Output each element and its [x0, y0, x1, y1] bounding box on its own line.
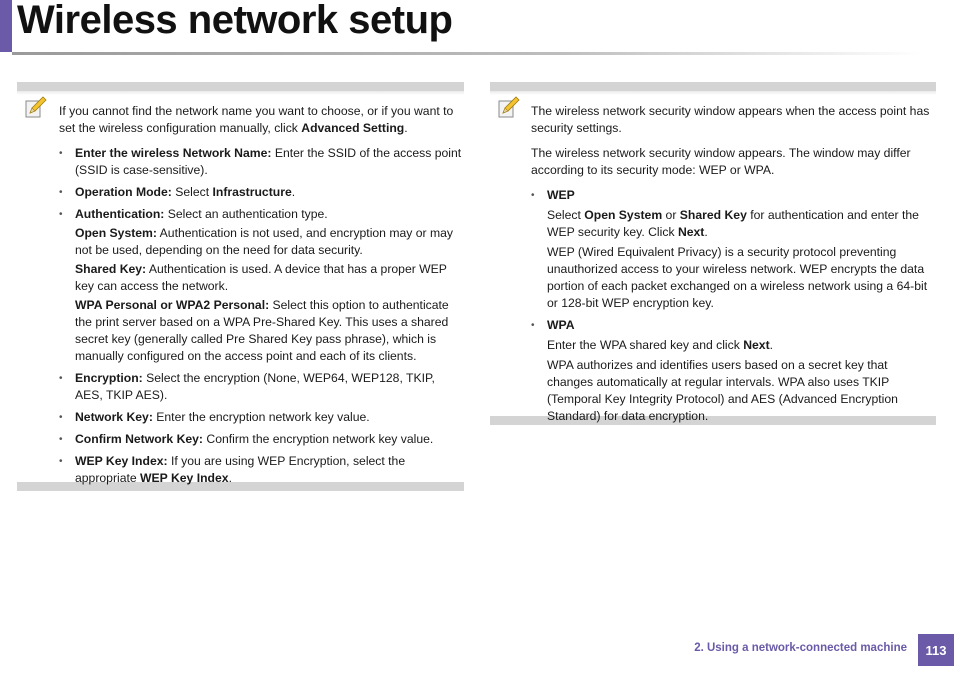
advanced-setting-label: Advanced Setting [301, 121, 405, 135]
note-intro: If you cannot find the network name you want to choose, or if you want to set the wireless configuration manually, click Advanced Setting. [59, 104, 454, 135]
note-content [531, 103, 934, 430]
security-paragraph-1: The wireless network security window appears when the access point has security settings. [531, 104, 930, 135]
list-item-encryption: • Encryption: Select the encryption (None, WEP64, WEP128, TKIP, AES, TKIP AES). [59, 370, 463, 404]
wpa-instruction: Enter the WPA shared key and click Next. [547, 338, 774, 352]
list-item-wpa: • WPA Enter the WPA shared key and click Next. WPA authorizes and identifies users based on a secret key that changes automatically at regular intervals. WPA also uses TKIP (Temporal Key Integrity Protocol) and AES (Advanced Encryption Standard) for data encryption. [531, 317, 934, 425]
list-item-network-key: • Network Key: Enter the encryption network key value. [59, 409, 463, 426]
note-box-advanced-setting [17, 82, 464, 491]
title-underline [12, 52, 922, 55]
sub-shared-key: Shared Key: Authentication is used. A device that has a proper WEP key can access the network. [75, 262, 447, 293]
list-item-confirm-network-key: • Confirm Network Key: Confirm the encryption network key value. [59, 431, 463, 448]
page-number: 113 [918, 634, 954, 666]
list-item-wep-key-index: • WEP Key Index: If you are using WEP Encryption, select the appropriate WEP Key Index. [59, 453, 463, 487]
note-pencil-icon [24, 95, 48, 121]
sub-wpa-personal: WPA Personal or WPA2 Personal: Select this option to authenticate the print server based on a WPA Pre-Shared Key. This uses a shared secret key (generally called Pre Shared Key pass phrase), which is manually configured on the access point and each of its clients. [75, 298, 449, 363]
security-paragraph-2: The wireless network security window appears. The window may differ according to its security mode: WEP or WPA. [531, 146, 911, 177]
wpa-description: WPA authorizes and identifies users based on a secret key that changes automatically at regular intervals. WPA also uses TKIP (Temporal Key Integrity Protocol) and AES (Advanced Encryption Standard) for data encryption. [547, 358, 898, 423]
wep-description: WEP (Wired Equivalent Privacy) is a security protocol preventing unauthorized access to your wireless network. WEP encrypts the data portion of each packet exchanged on a wireless network using a 64-bit or 128-bit WEP encryption key. [547, 245, 928, 310]
list-item-network-name: • Enter the wireless Network Name: Enter the SSID of the access point (SSID is case-sensitive). [59, 145, 463, 179]
list-item-authentication: • Authentication: Select an authentication type. Open System: Authentication is not used, and encryption may or may not be used, depending on the need for data security. Shared Key: Authentication is used. A device that has a proper WEP key can access the network. WPA Personal or WPA2 Personal: Select this option to authenticate the print server based on a WPA Pre-Shared Key. This uses a shared secret key (generally called Pre Shared Key pass phrase), which is manually configured on the access point and each of its clients. [59, 206, 463, 365]
note-box-shade [490, 91, 936, 95]
note-content [59, 103, 463, 492]
list-item-wep: • WEP Select Open System or Shared Key for authentication and enter the WEP security key. Click Next. WEP (Wired Equivalent Privacy) is a security protocol preventing unauthorized access to your wireless network. WEP encrypts the data portion of each packet exchanged on a wireless network using a 64-bit or 128-bit WEP encryption key. [531, 187, 934, 312]
title-accent-bar [0, 0, 12, 52]
settings-list [59, 145, 463, 487]
page-title: Wireless network setup [17, 0, 453, 42]
wep-instruction: Select Open System or Shared Key for authentication and enter the WEP security key. Click Next. [547, 208, 919, 239]
note-box-shade [17, 91, 464, 95]
note-pencil-icon [497, 95, 521, 121]
footer-chapter-link[interactable]: 2. Using a network-connected machine [694, 642, 907, 654]
note-box-security-window [490, 82, 936, 425]
list-item-operation-mode: • Operation Mode: Select Infrastructure. [59, 184, 463, 201]
sub-open-system: Open System: Authentication is not used, and encryption may or may not be used, depending on the need for data security. [75, 226, 454, 257]
security-mode-list [531, 187, 934, 425]
